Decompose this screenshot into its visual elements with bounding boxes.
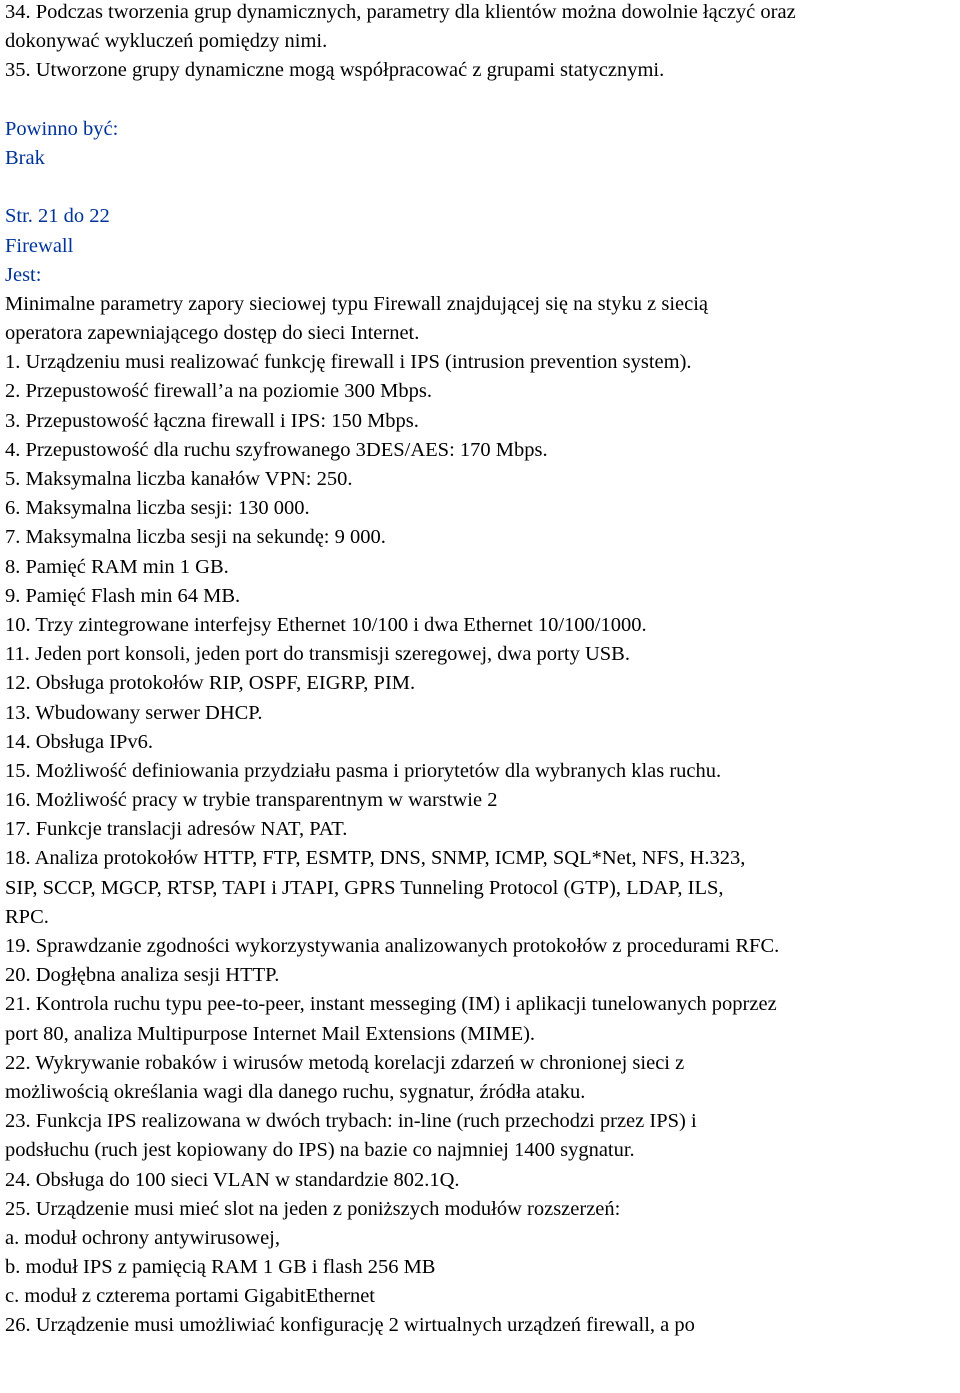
document-page: [5, 0, 959, 1341]
requirement-line: 26. Urządzenie musi umożliwiać konfigurację 2 wirtualnych urządzeń firewall, a po: [5, 1314, 695, 1337]
item-34-line-2: dokonywać wykluczeń pomiędzy nimi.: [5, 30, 328, 53]
requirement-line: 2. Przepustowość firewall’a na poziomie 300 Mbps.: [5, 380, 432, 403]
item-35: 35. Utworzone grupy dynamiczne mogą współpracować z grupami statycznymi.: [5, 59, 665, 82]
requirement-line: 5. Maksymalna liczba kanałów VPN: 250.: [5, 468, 353, 490]
requirement-line: 12. Obsługa protokołów RIP, OSPF, EIGRP, PIM.: [5, 672, 416, 695]
requirement-line: 25. Urządzenie musi mieć slot na jeden z poniższych modułów rozszerzeń:: [5, 1197, 621, 1220]
requirement-line: 3. Przepustowość łączna firewall i IPS: 150 Mbps.: [5, 409, 419, 432]
should-be-heading: Powinno być:: [5, 117, 119, 140]
requirement-line: SIP, SCCP, MGCP, RTSP, TAPI i JTAPI, GPRS Tunneling Protocol (GTP), LDAP, ILS,: [5, 876, 724, 899]
requirement-line: 21. Kontrola ruchu typu pee-to-peer, instant messeging (IM) i aplikacji tunelowanych poprzez: [5, 993, 777, 1016]
requirement-line: 15. Możliwość definiowania przydziału pasma i priorytetów dla wybranych klas ruchu.: [5, 759, 722, 782]
requirement-line: 22. Wykrywanie robaków i wirusów metodą korelacji zdarzeń w chronionej sieci z: [5, 1051, 685, 1074]
requirement-line: 7. Maksymalna liczba sesji na sekundę: 9 000.: [5, 526, 386, 549]
requirement-line: a. moduł ochrony antywirusowej,: [5, 1226, 280, 1249]
requirement-line: podsłuchu (ruch jest kopiowany do IPS) na bazie co najmniej 1400 sygnatur.: [5, 1139, 635, 1162]
item-34-line-1: 34. Podczas tworzenia grup dynamicznych, parametry dla klientów można dowolnie łączyć oraz: [5, 1, 796, 23]
page-reference: Str. 21 do 22: [5, 205, 110, 228]
requirement-line: 6. Maksymalna liczba sesji: 130 000.: [5, 497, 310, 520]
requirement-line: 13. Wbudowany serwer DHCP.: [5, 701, 263, 724]
requirement-line: 19. Sprawdzanie zgodności wykorzystywania analizowanych protokołów z procedurami RFC.: [5, 935, 780, 957]
spacer: [5, 86, 959, 115]
requirement-line: 11. Jeden port konsoli, jeden port do transmisji szeregowej, dwa porty USB.: [5, 643, 630, 666]
requirement-line: możliwością określania wagi dla danego ruchu, sygnatur, źródła ataku.: [5, 1080, 586, 1103]
requirement-line: 9. Pamięć Flash min 64 MB.: [5, 584, 241, 607]
section-title: Firewall: [5, 234, 74, 257]
description-line-1: Minimalne parametry zapory sieciowej typu Firewall znajdującej się na styku z siecią: [5, 292, 709, 315]
requirement-line: 24. Obsługa do 100 sieci VLAN w standardzie 802.1Q.: [5, 1168, 460, 1191]
requirement-line: 10. Trzy zintegrowane interfejsy Ethernet 10/100 i dwa Ethernet 10/100/1000.: [5, 613, 647, 636]
requirement-line: 8. Pamięć RAM min 1 GB.: [5, 555, 229, 578]
is-heading: Jest:: [5, 263, 42, 286]
should-be-value: Brak: [5, 146, 45, 169]
requirement-line: 16. Możliwość pracy w trybie transparentnym w warstwie 2: [5, 789, 498, 812]
requirement-line: 17. Funkcje translacji adresów NAT, PAT.: [5, 818, 348, 841]
requirement-line: 1. Urządzeniu musi realizować funkcję firewall i IPS (intrusion prevention system).: [5, 351, 692, 374]
requirement-line: RPC.: [5, 905, 49, 928]
description-line-2: operatora zapewniającego dostęp do sieci Internet.: [5, 322, 420, 345]
requirement-line: c. moduł z czterema portami GigabitEthernet: [5, 1285, 375, 1308]
requirement-line: 14. Obsługa IPv6.: [5, 730, 154, 753]
requirement-line: 18. Analiza protokołów HTTP, FTP, ESMTP, DNS, SNMP, ICMP, SQL*Net, NFS, H.323,: [5, 847, 746, 870]
requirement-line: 23. Funkcja IPS realizowana w dwóch trybach: in-line (ruch przechodzi przez IPS) i: [5, 1110, 697, 1133]
requirement-line: 4. Przepustowość dla ruchu szyfrowanego 3DES/AES: 170 Mbps.: [5, 438, 548, 461]
spacer: [5, 173, 959, 202]
requirement-line: 20. Dogłębna analiza sesji HTTP.: [5, 964, 280, 987]
requirement-line: b. moduł IPS z pamięcią RAM 1 GB i flash 256 MB: [5, 1256, 436, 1279]
requirement-line: port 80, analiza Multipurpose Internet Mail Extensions (MIME).: [5, 1022, 536, 1045]
